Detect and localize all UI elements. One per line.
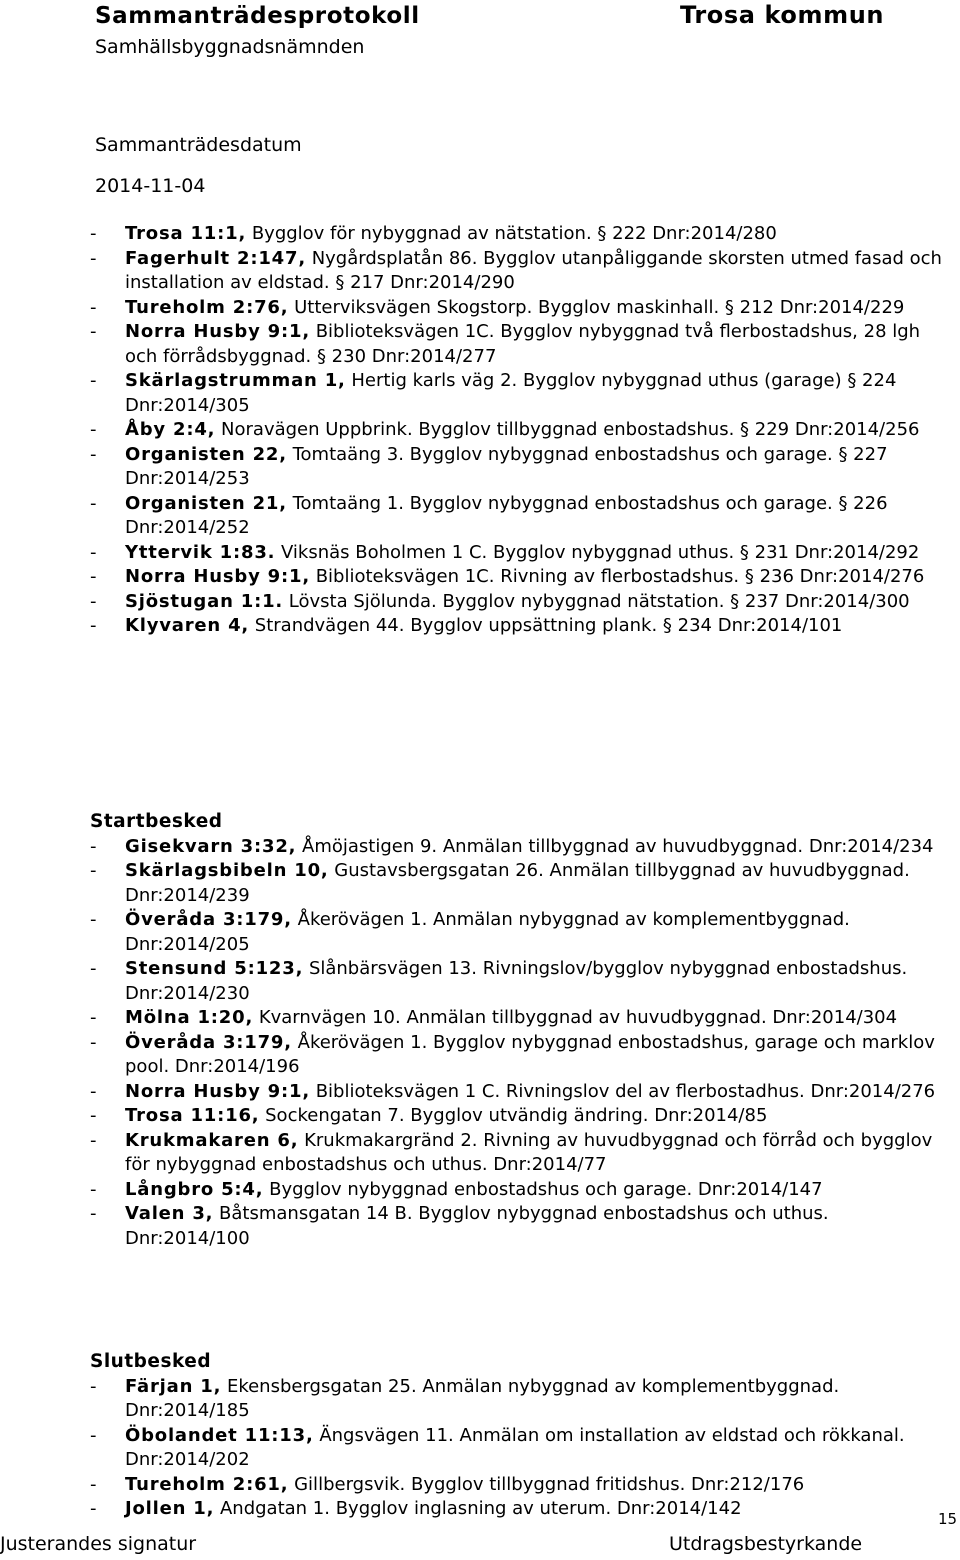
page-number: 15 <box>938 1510 958 1528</box>
property-name: Åby 2:4, <box>125 419 216 440</box>
item-description: Biblioteksvägen 1C. Bygglov nybyggnad två flerbostadshus, 28 lgh och förrådsbyggnad. § 230 Dnr:2014/277 <box>125 321 921 367</box>
bullet-dash: - <box>90 1129 97 1151</box>
list-item <box>90 590 950 615</box>
bullet-dash: - <box>90 1031 97 1053</box>
item-description: Åkerövägen 1. Bygglov nybyggnad enbostadshus, garage och marklov pool. Dnr:2014/196 <box>125 1031 935 1077</box>
property-name: Stensund 5:123, <box>125 958 304 979</box>
property-name: Fagerhult 2:147, <box>125 247 306 269</box>
property-name: Norra Husby 9:1, <box>125 1080 310 1102</box>
slutbesked-section <box>90 1350 950 1522</box>
property-name: Mölna 1:20, <box>125 1007 254 1028</box>
section-heading: Slutbesked <box>90 1351 212 1372</box>
item-description: Utterviksvägen Skogstorp. Bygglov maskinhall. § 212 Dnr:2014/229 <box>288 296 905 318</box>
item-description: Noravägen Uppbrink. Bygglov tillbyggnad enbostadshus. § 229 Dnr:2014/256 <box>215 419 920 440</box>
property-name: Valen 3, <box>125 1203 214 1224</box>
signature-label: Justerandes signatur <box>0 1533 197 1555</box>
bullet-dash: - <box>90 1473 97 1495</box>
property-name: Norra Husby 9:1, <box>125 566 310 587</box>
list-item <box>90 492 950 541</box>
item-description: Biblioteksvägen 1 C. Rivningslov del av flerbostadhus. Dnr:2014/276 <box>309 1080 936 1102</box>
bullet-dash: - <box>90 541 97 563</box>
list-item <box>90 1473 950 1498</box>
list-item <box>90 1104 950 1129</box>
organization-name: Trosa kommun <box>680 1 885 29</box>
property-name: Norra Husby 9:1, <box>125 321 310 342</box>
property-name: Krukmakaren 6, <box>125 1129 299 1151</box>
bullet-dash: - <box>90 321 97 342</box>
item-description: Krukmakargränd 2. Rivning av huvudbyggnad och förråd och bygglov för nybyggnad enbostadshus och uthus. Dnr:2014/77 <box>125 1129 933 1175</box>
bullet-dash: - <box>90 1203 97 1224</box>
property-name: Yttervik 1:83. <box>125 541 276 563</box>
property-name: Tureholm 2:76, <box>125 296 289 318</box>
meeting-date-value: 2014-11-04 <box>95 175 206 197</box>
list-item <box>90 1497 950 1522</box>
list-item <box>90 957 950 1006</box>
bullet-dash: - <box>90 492 97 514</box>
list-item <box>90 1178 950 1203</box>
property-name: Trosa 11:1, <box>125 223 247 244</box>
bullet-dash: - <box>90 835 97 857</box>
bullet-dash: - <box>90 247 97 269</box>
list-item <box>90 369 950 418</box>
bullet-dash: - <box>90 566 97 587</box>
property-name: Sjöstugan 1:1. <box>125 590 284 612</box>
property-name: Jollen 1, <box>125 1498 215 1519</box>
item-description: Biblioteksvägen 1C. Rivning av flerbostadshus. § 236 Dnr:2014/276 <box>309 566 925 587</box>
list-item <box>90 296 950 321</box>
list-item <box>90 418 950 443</box>
bullet-dash: - <box>90 958 97 979</box>
bullet-dash: - <box>90 370 97 391</box>
property-name: Överåda 3:179, <box>125 909 292 930</box>
property-name: Färjan 1, <box>125 1375 222 1397</box>
bygglov-list <box>90 222 950 639</box>
item-description: Hertig karls väg 2. Bygglov nybyggnad uthus (garage) § 224 Dnr:2014/305 <box>125 370 897 416</box>
committee-name: Samhällsbyggnadsnämnden <box>95 36 365 58</box>
bullet-dash: - <box>90 860 97 881</box>
item-description: Ängsvägen 11. Anmälan om installation av eldstad och rökkanal. Dnr:2014/202 <box>125 1424 905 1470</box>
bullet-dash: - <box>90 419 97 440</box>
list-item <box>90 320 950 369</box>
list-item <box>90 541 950 566</box>
item-description: Slånbärsvägen 13. Rivningslov/bygglov nybyggnad enbostadshus. Dnr:2014/230 <box>125 958 908 1004</box>
item-description: Viksnäs Boholmen 1 C. Bygglov nybyggnad uthus. § 231 Dnr:2014/292 <box>275 541 920 563</box>
property-name: Gisekvarn 3:32, <box>125 835 297 857</box>
list-item <box>90 222 950 247</box>
list-item <box>90 859 950 908</box>
property-name: Tureholm 2:61, <box>125 1473 289 1495</box>
property-name: Trosa 11:16, <box>125 1105 260 1126</box>
list-item <box>90 1424 950 1473</box>
list-item <box>90 1375 950 1424</box>
list-item <box>90 1031 950 1080</box>
bullet-dash: - <box>90 590 97 612</box>
list-item <box>90 835 950 860</box>
bullet-dash: - <box>90 1375 97 1397</box>
startbesked-section <box>90 810 950 1251</box>
extract-label: Utdragsbestyrkande <box>669 1533 863 1555</box>
list-item <box>90 1006 950 1031</box>
property-name: Skärlagstrumman 1, <box>125 370 346 391</box>
item-description: Båtsmansgatan 14 B. Bygglov nybyggnad enbostadshus och uthus. Dnr:2014/100 <box>125 1203 829 1249</box>
item-description: Bygglov för nybyggnad av nätstation. § 222 Dnr:2014/280 <box>246 223 777 244</box>
bullet-dash: - <box>90 1424 97 1446</box>
item-description: Andgatan 1. Bygglov inglasning av uterum. Dnr:2014/142 <box>214 1498 742 1519</box>
bullet-dash: - <box>90 1105 97 1126</box>
item-description: Lövsta Sjölunda. Bygglov nybyggnad nätstation. § 237 Dnr:2014/300 <box>283 590 910 612</box>
property-name: Klyvaren 4, <box>125 615 250 636</box>
bullet-dash: - <box>90 1178 97 1200</box>
list-item <box>90 908 950 957</box>
property-name: Långbro 5:4, <box>125 1178 264 1200</box>
bullet-dash: - <box>90 443 97 465</box>
item-description: Tomtaäng 3. Bygglov nybyggnad enbostadshus och garage. § 227 Dnr:2014/253 <box>125 443 888 489</box>
property-name: Skärlagsbibeln 10, <box>125 860 329 881</box>
list-item <box>90 614 950 639</box>
item-description: Gustavsbergsgatan 26. Anmälan tillbyggnad av huvudbyggnad. Dnr:2014/239 <box>125 860 910 906</box>
item-description: Ekensbergsgatan 25. Anmälan nybyggnad av komplementbyggnad. Dnr:2014/185 <box>125 1375 840 1421</box>
list-item <box>90 1129 950 1178</box>
item-description: Kvarnvägen 10. Anmälan tillbyggnad av huvudbyggnad. Dnr:2014/304 <box>253 1007 898 1028</box>
bullet-dash: - <box>90 1007 97 1028</box>
item-description: Åmöjastigen 9. Anmälan tillbyggnad av huvudbyggnad. Dnr:2014/234 <box>296 835 934 857</box>
item-description: Bygglov nybyggnad enbostadshus och garage. Dnr:2014/147 <box>263 1178 823 1200</box>
bullet-dash: - <box>90 909 97 930</box>
list-item <box>90 1202 950 1251</box>
item-description: Nygårdsplatån 86. Bygglov utanpåliggande skorsten utmed fasad och installation av eldstad. § 217 Dnr:2014/290 <box>125 247 942 293</box>
property-name: Organisten 21, <box>125 492 287 514</box>
item-description: Strandvägen 44. Bygglov uppsättning plank. § 234 Dnr:2014/101 <box>249 615 843 636</box>
property-name: Överåda 3:179, <box>125 1031 292 1053</box>
bullet-dash: - <box>90 296 97 318</box>
meeting-date-label: Sammanträdesdatum <box>95 134 302 156</box>
property-name: Öbolandet 11:13, <box>125 1424 314 1446</box>
list-item <box>90 247 950 296</box>
bullet-dash: - <box>90 1080 97 1102</box>
bullet-dash: - <box>90 615 97 636</box>
list-item <box>90 565 950 590</box>
list-item <box>90 443 950 492</box>
document-title: Sammanträdesprotokoll <box>95 3 420 29</box>
item-description: Tomtaäng 1. Bygglov nybyggnad enbostadshus och garage. § 226 Dnr:2014/252 <box>125 492 888 538</box>
item-description: Sockengatan 7. Bygglov utvändig ändring. Dnr:2014/85 <box>259 1105 768 1126</box>
bullet-dash: - <box>90 1498 97 1519</box>
item-description: Gillbergsvik. Bygglov tillbyggnad fritidshus. Dnr:212/176 <box>288 1473 805 1495</box>
bullet-dash: - <box>90 223 97 244</box>
section-heading: Startbesked <box>90 811 223 832</box>
item-description: Åkerövägen 1. Anmälan nybyggnad av komplementbyggnad. Dnr:2014/205 <box>125 909 850 955</box>
list-item <box>90 1080 950 1105</box>
property-name: Organisten 22, <box>125 443 287 465</box>
